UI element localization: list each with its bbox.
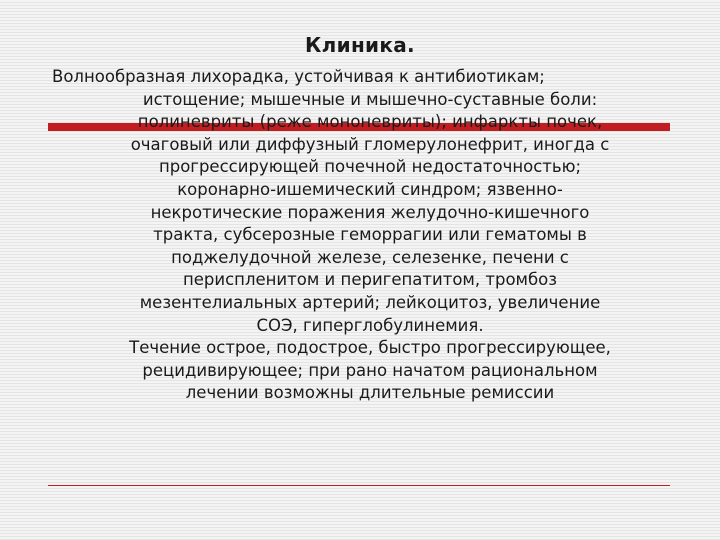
text-line: тракта, субсерозные геморрагии или гематомы в (153, 225, 587, 245)
text-line: лечении возможны длительные ремиссии (185, 383, 555, 403)
text-line: мезентелиальных артерий; лейкоцитоз, увеличение (139, 292, 601, 312)
slide-title: Клиника. (305, 33, 415, 57)
text-line: коронарно-ишемический синдром; язвенно- (177, 179, 563, 199)
text-line: Волнообразная лихорадка, устойчивая к антибиотикам; (52, 67, 545, 86)
text-line: полиневриты (реже мононевриты); инфаркты почек, (137, 112, 603, 132)
slide-body (52, 66, 684, 405)
text-line: Течение острое, подострое, быстро прогрессирующее, (129, 338, 611, 358)
paragraph-course (56, 337, 684, 405)
text-line: рецидивирующее; при рано начатом рациональном (142, 360, 598, 380)
text-line: прогрессирующей почечной недостаточностью; (158, 157, 582, 177)
text-line: СОЭ, гиперглобулинемия. (256, 315, 484, 335)
text-line: периспленитом и перигепатитом, тромбоз (182, 270, 558, 290)
text-line: некротические поражения желудочно-кишечного (150, 202, 590, 222)
text-line: поджелудочной железе, селезенке, печени с (171, 247, 569, 267)
text-line: истощение; мышечные и мышечно-суставные боли: (142, 89, 598, 109)
red-divider-bottom (48, 485, 670, 486)
text-line: очаговый или диффузный гломерулонефрит, иногда с (130, 134, 610, 154)
paragraph-clinical-features (52, 66, 684, 337)
